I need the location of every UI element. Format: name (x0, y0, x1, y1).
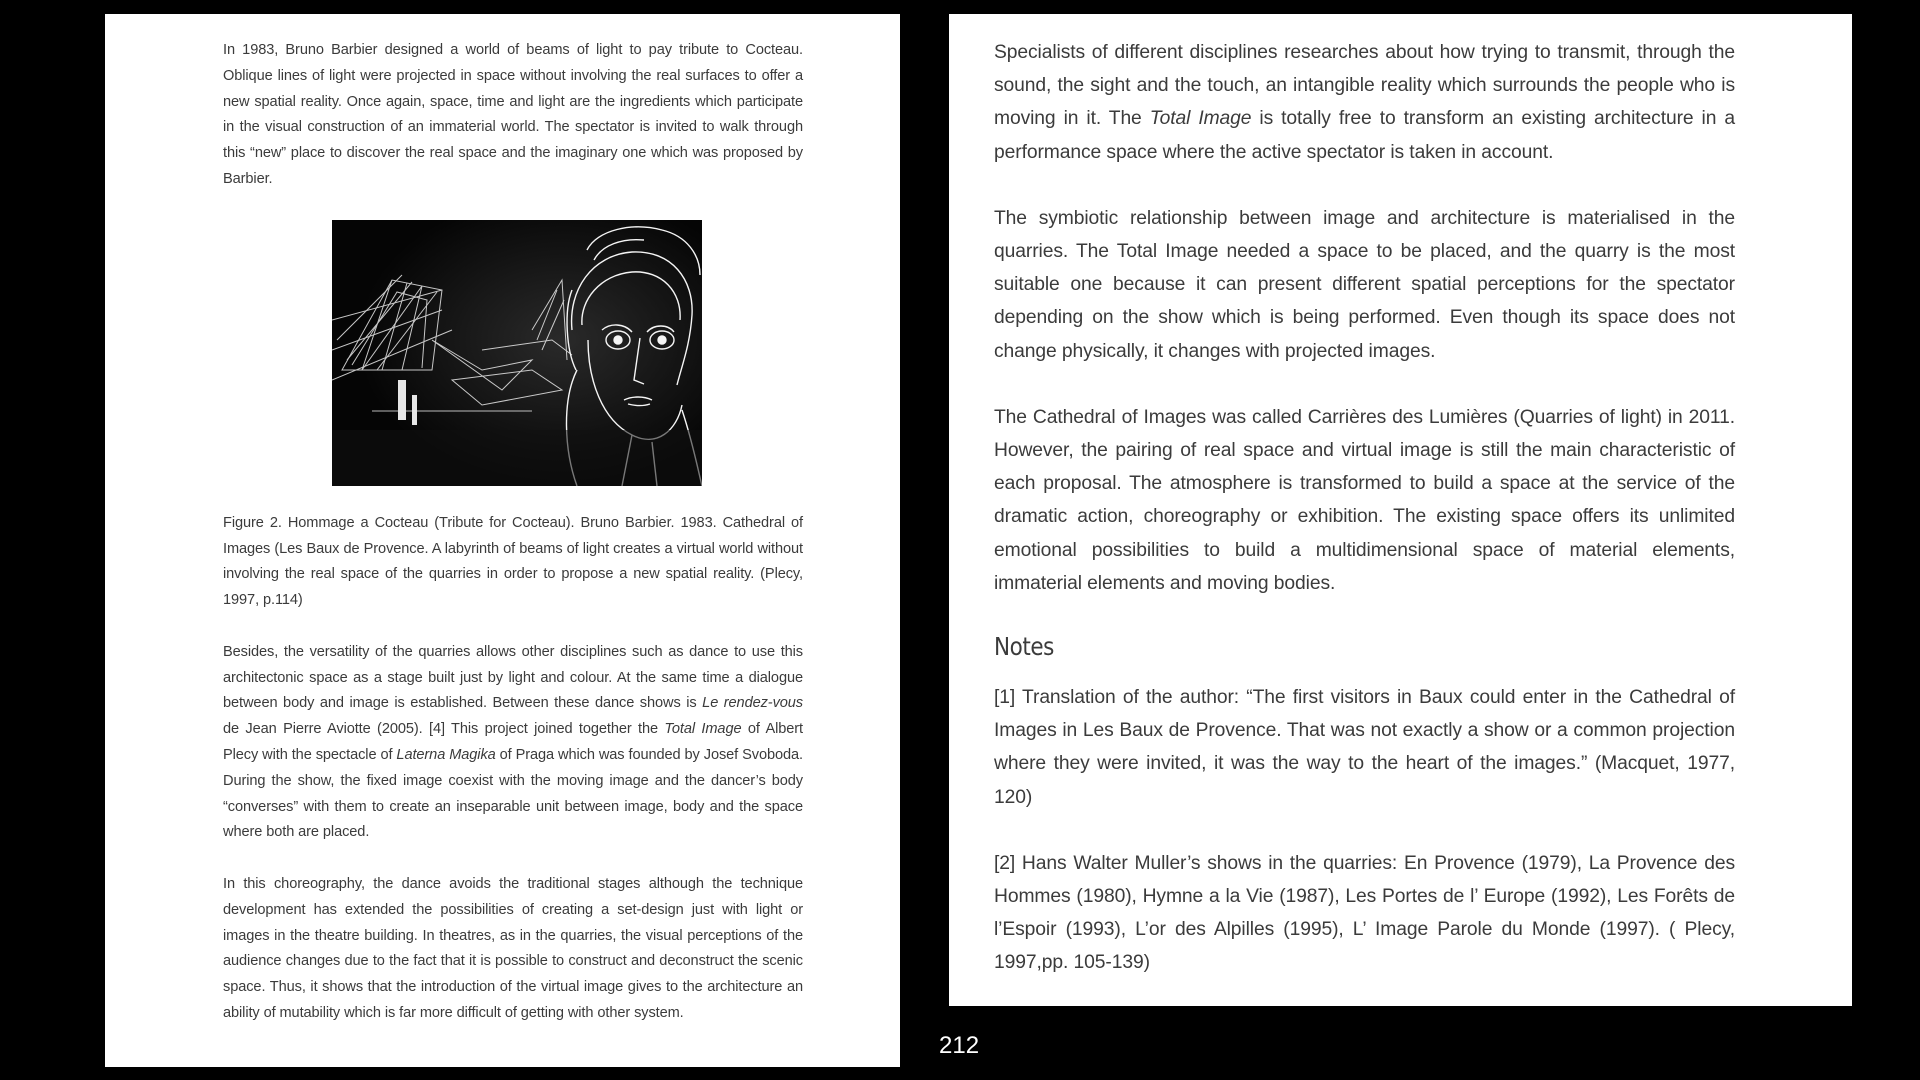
note-2: [2] Hans Walter Muller’s shows in the quarries: En Provence (1979), La Provence des Hommes (1980), Hymne a la Vie (1987), Les Portes de l’ Europe (1992), Les Forêts de l’Espoir (1993), L’or des Alpilles (1995), L’ Image Parole du Monde (1997). ( Plecy, 1997,pp. 105-139) (994, 852, 1735, 974)
figure-2-light-beams-image (332, 220, 702, 486)
left-paragraph-1: In 1983, Bruno Barbier designed a world of beams of light to pay tribute to Cocteau. Oblique lines of light were projected in space without involving the real surfaces to offer a new spatial reality. Once again, space, time and light are the ingredients which participate in the visual construction of an immaterial world. The spectator is invited to walk through this “new” place to discover the real space and the imaginary one which was proposed by Barbier. (223, 42, 803, 187)
notes-heading: Notes (994, 632, 1054, 662)
left-paragraph-3: In this choreography, the dance avoids the traditional stages although the technique development has extended the possibilities of creating a set-design just with light or images in the theatre building. In theatres, as in the quarries, the visual perceptions of the audience changes due to the fact that it is possible to construct and deconstruct the scenic space. Thus, it shows that the introduction of the virtual image gives to the architecture an ability of mutability which is far more difficult of getting with other system. (223, 875, 803, 1021)
note-1: [1] Translation of the author: “The first visitors in Baux could enter in the Cathedral of Images in Les Baux de Provence. That was not exactly a show or a common projection where they were invited, it was the way to the heart of the images.” (Macquet, 1977, 120) (994, 687, 1735, 808)
left-page (105, 14, 900, 1067)
page-number: 212 (939, 1032, 980, 1059)
right-paragraph-1: Specialists of different disciplines researches about how trying to transmit, through the sound, the sight and the touch, an intangible reality which surrounds the people who is moving in it. The Total Image is totally free to transform an existing architecture in a performance space where the active spectator is taken in account. (994, 42, 1735, 163)
figure-caption: Figure 2. Hommage a Cocteau (Tribute for Cocteau). Bruno Barbier. 1983. Cathedral of Images (Les Baux de Provence. A labyrinth of beams of light creates a virtual world without involving the real space of the quarries in order to propose a new spatial reality. (Plecy, 1997, p.114) (223, 514, 803, 609)
right-page (949, 14, 1852, 1006)
left-paragraph-2: Besides, the versatility of the quarries allows other disciplines such as dance to use this architectonic space as a stage built just by light and colour. At the same time a dialogue between body and image is established. Between these dance shows is Le rendez-vous de Jean Pierre Aviotte (2005). [4] This project joined together the Total Image of Albert Plecy with the spectacle of Laterna Magika of Praga which was founded by Josef Svoboda. During the show, the fixed image coexist with the moving image and the dancer’s body “converses” with them to create an inseparable unit between image, body and the space where both are placed. (223, 643, 803, 841)
right-paragraph-3: The Cathedral of Images was called Carrières des Lumières (Quarries of light) in 2011. However, the pairing of real space and virtual image is still the main characteristic of each proposal. The atmosphere is transformed to build a space at the service of the dramatic action, choreography or exhibition. The existing space offers its unlimited emotional possibilities to build a multidimensional space of material elements, immaterial elements and moving bodies. (994, 406, 1735, 594)
figure-container (223, 220, 803, 486)
right-paragraph-2: The symbiotic relationship between image and architecture is materialised in the quarries. The Total Image needed a space to be placed, and the quarry is the most suitable one because it can present different spatial perceptions for the spectator depending on the show which is being performed. Even though its space does not change physically, it changes with projected images. (994, 207, 1735, 362)
